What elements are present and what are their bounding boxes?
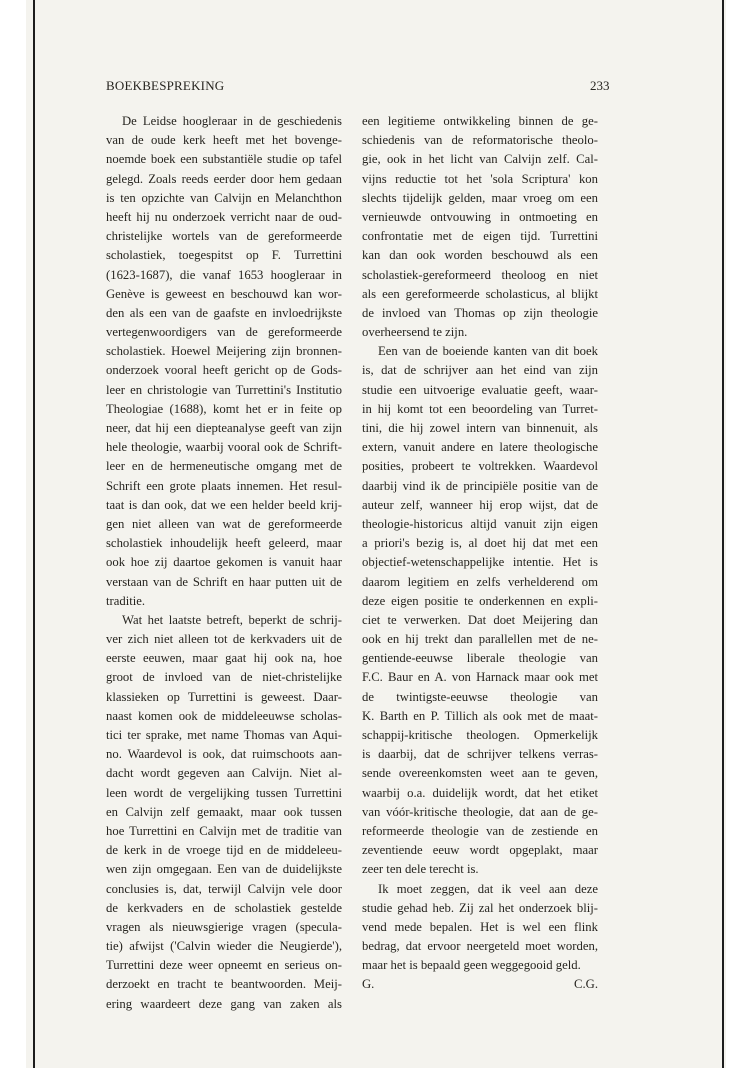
text-line: ering waardeert deze gang van zaken als: [106, 996, 342, 1011]
text-line: verstaan van de Schrift en haar putten uit de: [106, 574, 342, 589]
text-line: naast komen ook de middeleeuwse scholas-: [106, 708, 342, 723]
text-line: is ten opzichte van Calvijn en Melanchthon: [106, 190, 342, 205]
text-line: vijns reductie tot het 'sola Scriptura' kon: [362, 171, 598, 186]
text-line: traditie.: [106, 593, 146, 608]
text-line: Theologiae (1688), komt het er in feite op: [106, 401, 342, 416]
text-line: gelegd. Zoals reeds eerder door hem gedaan: [106, 171, 342, 186]
text-line: leen wordt de vergelijking tussen Turrettini: [106, 785, 342, 800]
text-line: confrontatie met de eigen tijd. Turrettini: [362, 229, 598, 244]
text-line: is, dat de schrijver aan het eind van zijn: [362, 363, 598, 378]
text-line: onderzoek vooral heeft gericht op de Gods-: [106, 363, 342, 378]
text-line: een legitieme ontwikkeling binnen de ge-: [362, 114, 598, 128]
text-line: Wat het laatste betreft, beperkt de schrij-: [122, 612, 342, 627]
text-line: slechts tijdelijk gelden, maar vroeg om een: [362, 190, 598, 205]
text-line: reformeerde theologie van de zestiende en: [362, 823, 598, 838]
text-line: ver zich niet alleen tot de kerkvaders uit de: [106, 632, 342, 647]
right-column: [362, 112, 598, 995]
text-line: objectief-wetenschappelijke intentie. Het is: [362, 555, 598, 570]
text-line: tici ter sprake, met name Thomas van Aqui-: [106, 728, 342, 742]
text-line: deze eigen positie te onderkennen en expli-: [362, 593, 598, 608]
text-line: studie een uitvoerige evaluatie geeft, waar-: [362, 382, 598, 397]
text-line: de kerkvaders en de scholastiek gestelde: [106, 900, 342, 915]
text-line: daarbij vind ik de principiële positie van de: [362, 478, 598, 493]
text-line: maar het is bepaald geen weggegooid geld.: [362, 958, 581, 973]
text-line: dacht wordt gegeven aan Calvijn. Niet al-: [106, 766, 342, 781]
text-line: posities, probeert te voltrekken. Waardevol: [362, 459, 598, 474]
text-line: F.C. Baur en A. von Harnack maar ook met: [362, 670, 598, 685]
text-line: zeventiende eeuw wordt opgeplakt, maar: [362, 843, 598, 858]
text-line: vertegenwoordigers van de gereformeerde: [106, 325, 342, 340]
text-line: De Leidse hoogleraar in de geschiedenis: [122, 114, 342, 128]
text-line: de twintigste-eeuwse theologie van: [362, 689, 598, 704]
text-line: theologie-historicus altijd vanuit zijn eigen: [362, 516, 598, 531]
text-line: vernieuwde ontvouwing in ontmoeting en: [362, 209, 598, 224]
text-line: gentiende-eeuwse liberale theologie van: [362, 651, 598, 666]
text-line: auteur zelf, wanneer hij erop wijst, dat de: [362, 497, 598, 512]
text-line: overheersend te zijn.: [362, 325, 468, 340]
text-line: noemde boek een substantiële studie op tafel: [106, 152, 342, 167]
text-line: vend mede bepalen. Het is wel een flink: [362, 919, 598, 934]
text-line: Een van de boeiende kanten van dit boek: [378, 344, 598, 359]
text-line: van de oude kerk heeft met het bovenge-: [106, 133, 342, 148]
running-head: BOEKBESPREKING: [106, 78, 225, 93]
text-line: schappij-kritische theologen. Opmerkelijk: [362, 728, 598, 742]
text-line: (1623-1687), die vanaf 1653 hoogleraar in: [106, 267, 342, 282]
text-line: Genève is geweest en beschouwd kan wor-: [106, 286, 342, 301]
text-line: van vóór-kritische theologie, dat aan de ge-: [362, 804, 598, 819]
text-line: a priori's bezig is, al doet hij dat met een: [362, 536, 598, 551]
signature-left: G.: [362, 977, 375, 992]
scan-edge-right: [726, 0, 738, 1068]
text-line: derzoekt en tracht te beantwoorden. Meij-: [106, 977, 342, 992]
text-line: studie gehad heb. Zij zal het onderzoek blij-: [362, 900, 598, 915]
text-line: de kerk in de vroege tijd en de middeleeu-: [106, 843, 342, 858]
text-line: waarbij o.a. duidelijk wordt, dat het etiket: [362, 785, 598, 800]
text-line: tie) afwijst ('Calvin wieder die Neugierde'),: [106, 939, 342, 954]
text-line: christelijke wortels van de gereformeerde: [106, 229, 342, 244]
scan-border-left: [33, 0, 35, 1068]
text-line: in hij komt tot een beoordeling van Turret-: [362, 401, 598, 416]
text-line: neer, dat hij een diepteanalyse geeft van zijn: [106, 421, 342, 435]
text-line: Schrift een grote plaats innemen. Het resul-: [106, 478, 342, 493]
text-line: conclusies is, dat, terwijl Calvijn vele door: [106, 881, 342, 896]
text-line: daarom legitiem en zelfs verhelderend om: [362, 574, 598, 589]
text-line: scholastiek-gereformeerd theoloog en niet: [362, 267, 598, 282]
text-line: wen zijn omgegaan. Een van de duidelijkste: [106, 862, 342, 877]
text-line: Ik moet zeggen, dat ik veel aan deze: [378, 881, 598, 896]
text-line: sende overeenkomsten weet aan te geven,: [362, 766, 598, 781]
text-line: K. Barth en P. Tillich als ook met de maat-: [362, 708, 598, 723]
text-line: tini, die hij zowel intern van binnenuit, als: [362, 421, 598, 435]
text-line: scholastiek. Hoewel Meijering zijn bronnen-: [106, 344, 342, 359]
text-line: extern, vanuit andere en latere theologische: [362, 440, 598, 455]
text-line: schiedenis van de reformatorische theolo-: [362, 133, 598, 148]
text-line: vragen als nieuwsgierige vragen (specula-: [106, 919, 342, 934]
text-line: ook hoe zij daartoe gekomen is vanuit haar: [106, 555, 342, 570]
text-line: hoe Turrettini en Calvijn met de traditie van: [106, 823, 342, 838]
text-line: taat is dan ook, dat we een helder beeld krij-: [106, 497, 342, 512]
text-line: als een gereformeerde scholasticus, al blijkt: [362, 286, 598, 301]
text-line: gen niet alleen van wat de gereformeerde: [106, 516, 342, 531]
text-line: leer en de hermeneutische omgang met de: [106, 459, 342, 474]
text-line: de invloed van Thomas op zijn theologie: [362, 305, 598, 320]
scan-edge-left: [0, 0, 26, 1068]
text-line: no. Waardevol is ook, dat ruimschoots aan-: [106, 747, 342, 762]
text-line: leer en christologie van Turrettini's Institutio: [106, 382, 342, 397]
text-line: scholastiek, toegespitst op F. Turrettini: [106, 248, 342, 263]
signature-right: C.G.: [574, 977, 598, 992]
signature-line: [362, 975, 598, 994]
text-line: ook en hij trekt dan parallellen met de ne-: [362, 632, 598, 647]
text-line: hele theologie, waarbij vooral ook de Schrift-: [106, 440, 342, 455]
left-column: [106, 112, 342, 1014]
text-line: heeft hij nu onderzoek verricht naar de oud-: [106, 209, 342, 224]
text-line: scholastiek inhoudelijk heeft geleerd, maar: [106, 536, 342, 551]
text-line: ciet te verwerken. Dat doet Meijering dan: [362, 612, 598, 627]
text-line: zeer ten dele terecht is.: [362, 862, 479, 877]
text-line: klassieken op Turrettini is geweest. Daar-: [106, 689, 342, 704]
text-line: is daarbij, dat de schrijver telkens verras-: [362, 747, 598, 762]
text-line: en Calvijn zelf gemaakt, maar ook tussen: [106, 804, 342, 819]
text-line: Turrettini deze weer opneemt en serieus on-: [106, 958, 342, 973]
scan-border-right: [722, 0, 724, 1068]
text-line: bedrag, dat ervoor neergeteld moet worden,: [362, 939, 598, 954]
text-line: eerste eeuwen, maar gaat hij ook na, hoe: [106, 651, 342, 666]
page-number: 233: [590, 78, 610, 93]
text-line: groot de invloed van de niet-christelijke: [106, 670, 342, 685]
text-line: kan dan ook worden beschouwd als een: [362, 248, 598, 263]
text-line: den als een van de gaafste en invloedrijkste: [106, 305, 342, 320]
text-line: gie, ook in het licht van Calvijn zelf. Cal-: [362, 152, 598, 167]
